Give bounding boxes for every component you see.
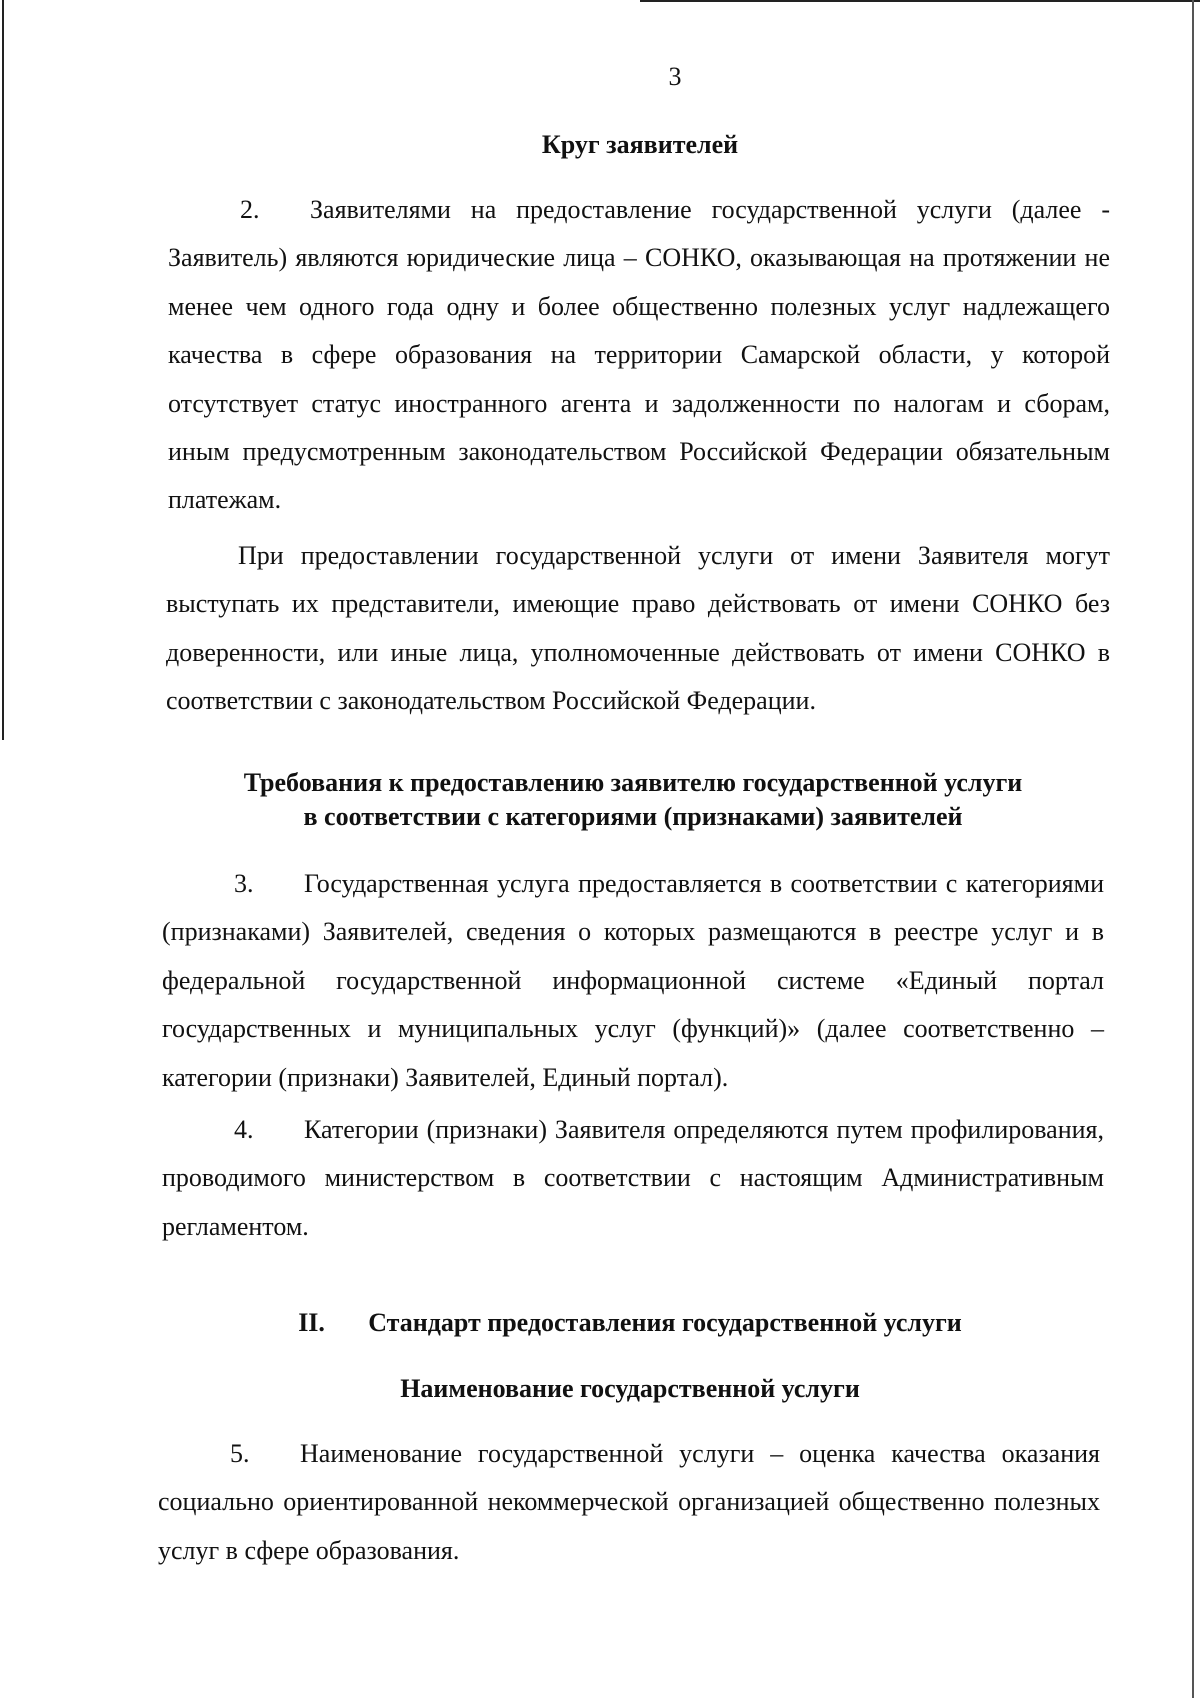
paragraph-3	[162, 860, 1104, 1102]
paragraph-2-text: Заявителями на предоставление государственной услуги (далее - Заявитель) являются юридические лица – СОНКО, оказывающая на протяжении не менее чем одного года одну и более общественно полезных услуг надлежащего качества в сфере образования на территории Самарской области, у которой отсутствует статус иностранного агента и задолженности по налогам и сборам, иным предусмотренным законодательством Российской Федерации обязательным платежам.	[168, 195, 1110, 515]
section-2-title: Стандарт предоставления государственной услуги	[368, 1308, 962, 1337]
paragraph-4	[162, 1106, 1104, 1251]
section-2-heading	[0, 1306, 1200, 1340]
paragraph-2-continuation-text: При предоставлении государственной услуги от имени Заявителя могут выступать их представители, имеющие право действовать от имени СОНКО без доверенности, или иные лица, уполномоченные действовать от имени СОНКО в соответствии с законодательством Российской Федерации.	[166, 541, 1110, 716]
page-number: 3	[668, 62, 682, 91]
service-name-heading: Наименование государственной услуги	[400, 1374, 860, 1403]
paragraph-3-text: Государственная услуга предоставляется в соответствии с категориями (признаками) Заявителей, сведения о которых размещаются в реестре услуг и в федеральной государственной информационной системе «Единый портал государственных и муниципальных услуг (функций)» (далее соответственно – категории (признаки) Заявителей, Единый портал).	[162, 869, 1104, 1092]
requirements-heading-line2: в соответствии с категориями (признаками) заявителей	[303, 802, 963, 831]
scan-edge-top	[640, 0, 1200, 2]
paragraph-5-text: Наименование государственной услуги – оценка качества оказания социально ориентированной некоммерческой организацией общественно полезных услуг в сфере образования.	[158, 1439, 1100, 1565]
scan-edge-left	[2, 0, 4, 740]
scan-edge-right	[1192, 0, 1194, 1698]
paragraph-5-number: 5.	[230, 1439, 250, 1468]
paragraph-2	[168, 186, 1110, 525]
paragraph-2-number: 2.	[240, 195, 260, 224]
applicants-heading: Круг заявителей	[541, 130, 739, 159]
section-2-roman: II.	[298, 1308, 325, 1337]
paragraph-4-number: 4.	[234, 1115, 254, 1144]
paragraph-4-text: Категории (признаки) Заявителя определяются путем профилирования, проводимого министерством в соответствии с настоящим Административным регламентом.	[162, 1115, 1104, 1241]
paragraph-3-number: 3.	[234, 869, 254, 898]
requirements-heading-line1: Требования к предоставлению заявителю государственной услуги	[243, 768, 1023, 797]
paragraph-2-continuation	[166, 532, 1110, 726]
paragraph-5	[158, 1430, 1100, 1575]
